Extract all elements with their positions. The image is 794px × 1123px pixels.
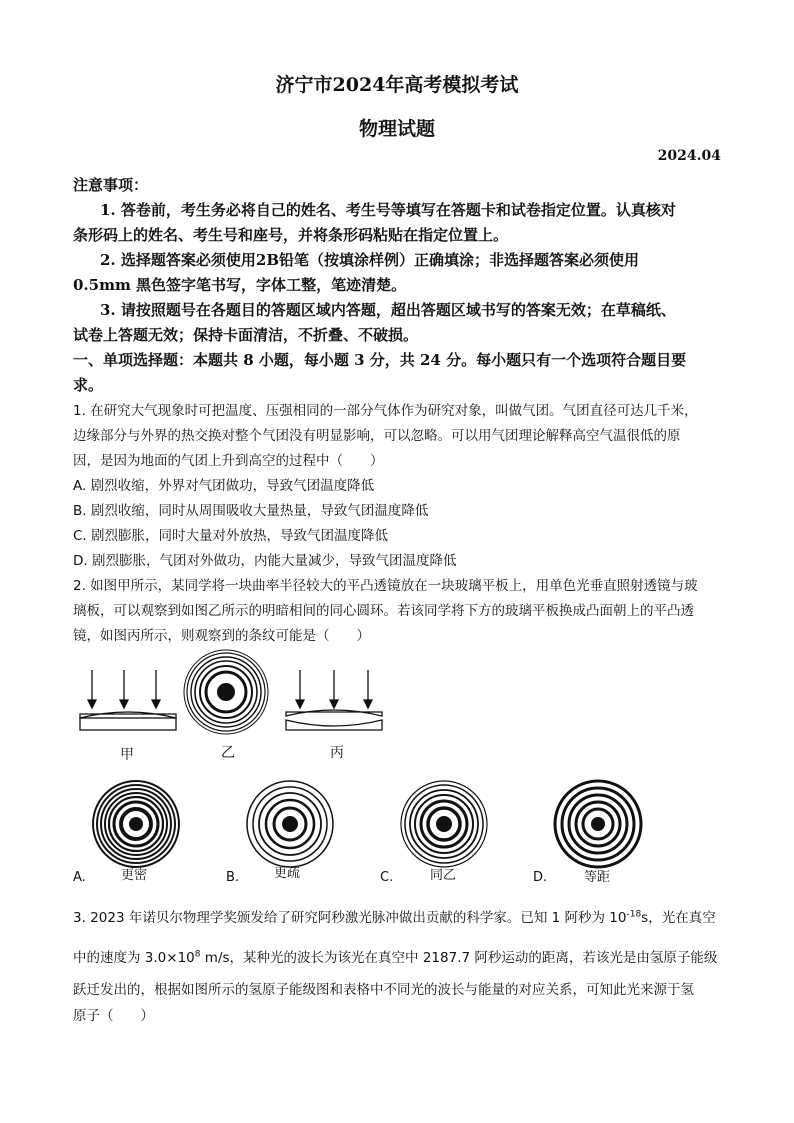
choice-a-letter: A. [73,870,86,885]
choice-b-letter: B. [226,870,240,885]
q3-line-1-a: 3. 2023 年诺贝尔物理学奖颁发给了研究阿秒激光脉冲做出贡献的科学家。已知 1 阿秒为 10 [73,910,627,926]
q1-option-d: D. 剧烈膨胀，气团对外做功，内能大量减少，导致气团温度降低 [73,553,457,569]
figure-label-jia: 甲 [120,747,134,763]
q1-line-1: 1. 在研究大气现象时可把温度、压强相同的一部分气体作为研究对象，叫做气团。气团直径可达几千米， [73,403,698,419]
q1-line-2: 边缘部分与外界的热交换对整个气团没有明显影响，可以忽略。可以用气团理论解释高空气温很低的原 [73,428,681,444]
figure-bing-diagram [286,670,382,730]
q3-line-2-b: m/s，某种光的波长为该光在真空中 2187.7 阿秒运动的距离，若该光是由氢原子能级 [200,950,718,966]
notice-line-1: 1. 答卷前，考生务必将自己的姓名、考生号等填写在答题卡和试卷指定位置。认真核对 [100,201,676,219]
q1-line-3: 因，是因为地面的气团上升到高空的过程中（ ） [73,453,384,469]
q1-option-c: C. 剧烈膨胀，同时大量对外放热，导致气团温度降低 [73,528,389,544]
q2-line-3: 镜，如图丙所示，则观察到的条纹可能是（ ） [73,628,370,644]
choice-a-rings [90,778,182,870]
notice-line-6: 试卷上答题无效；保持卡面清洁，不折叠、不破损。 [73,326,419,344]
q3-line-1 [73,906,716,926]
figure-yi-rings [184,650,268,734]
q3-line-4: 原子（ ） [73,1008,154,1024]
section-heading: 一、单项选择题：本题共 8 小题，每小题 3 分，共 24 分。每小题只有一个选项符合题目要 [73,351,687,369]
choice-a-caption: 更密 [121,868,148,883]
q2-line-2: 璃板，可以观察到如图乙所示的明暗相间的同心圆环。若该同学将下方的玻璃平板换成凸面朝上的平凸透 [73,603,694,619]
exam-subject: 物理试题 [358,118,435,140]
q3-line-1-exp: -18 [626,909,642,920]
section-heading-cont: 求。 [73,376,104,394]
q3-line-2 [73,946,717,966]
q3-line-2-a: 中的速度为 3.0×10 [73,950,195,966]
q1-option-b: B. 剧烈收缩，同时从周围吸收大量热量，导致气团温度降低 [73,503,429,519]
q3-line-2-exp: 8 [194,949,201,960]
choice-c-rings [398,778,490,870]
exam-title: 济宁市2024年高考模拟考试 [275,74,519,96]
notice-line-3: 2. 选择题答案必须使用2B铅笔（按填涂样例）正确填涂；非选择题答案必须使用 [100,251,640,269]
q3-line-1-b: s，光在真空 [641,910,716,926]
q1-option-a: A. 剧烈收缩，外界对气团做功，导致气团温度降低 [73,478,375,494]
notice-line-4: 0.5mm 黑色签字笔书写，字体工整，笔迹清楚。 [73,276,407,294]
choice-b-rings [244,778,336,870]
choice-c-caption: 同乙 [430,868,457,883]
choice-d-letter: D. [533,870,548,885]
q2-line-1: 2. 如图甲所示，某同学将一块曲率半径较大的平凸透镜放在一块玻璃平板上，用单色光垂直照射透镜与玻 [73,578,698,594]
choice-c-letter: C. [380,870,394,885]
choice-d-rings [552,778,644,870]
exam-date: 2024.04 [657,148,721,164]
notice-line-2: 条形码上的姓名、考生号和座号，并将条形码粘贴在指定位置上。 [73,226,509,244]
q3-line-3: 跃迁发出的，根据如图所示的氢原子能级图和表格中不同光的波长与能量的对应关系，可知此光来源于氢 [73,982,694,998]
choice-b-caption: 更疏 [274,866,301,881]
figure-label-yi: 乙 [221,745,235,761]
notice-line-5: 3. 请按照题号在各题目的答题区域内答题，超出答题区域书写的答案无效；在草稿纸、 [100,301,676,319]
figure-label-bing: 丙 [330,745,344,761]
choice-d-caption: 等距 [584,870,611,885]
notice-heading: 注意事项： [73,176,149,194]
figure-jia-diagram [80,670,176,730]
